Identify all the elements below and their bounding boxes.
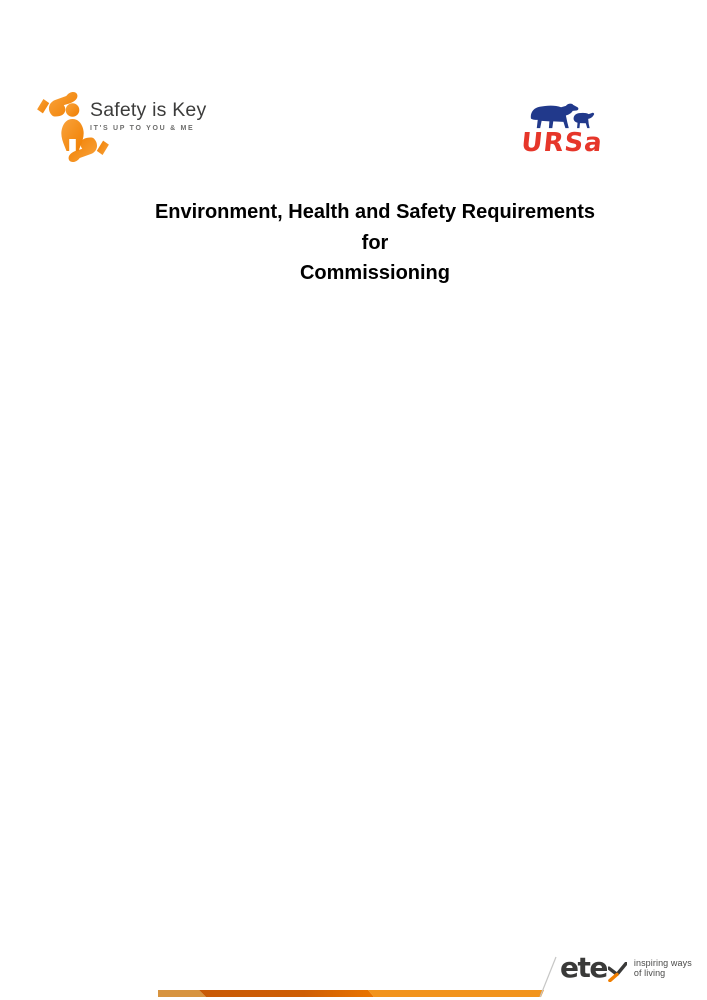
etex-tagline (634, 958, 692, 978)
document-title (44, 197, 706, 289)
etex-wordmark (560, 951, 627, 984)
document-title-line1: Environment, Health and Safety Requirements (154, 201, 596, 223)
safety-logo-text (90, 99, 206, 132)
safety-logo-tagline: IT'S UP TO YOU & ME (90, 125, 195, 132)
document-title-line3: Commissioning (299, 262, 450, 284)
ursa-wordmark: URSa (519, 128, 605, 158)
etex-x-icon (608, 962, 627, 982)
accent-bar-segment-1 (158, 990, 206, 997)
footer-diagonal-divider (540, 957, 556, 997)
two-polar-bears-icon (529, 102, 595, 131)
accent-bar-segment-3 (368, 990, 544, 997)
etex-wordmark-text: ete (560, 951, 607, 984)
etex-tagline-line2: of living (633, 968, 666, 978)
safety-logo-title: Safety is Key (90, 99, 207, 121)
document-title-line2: for (361, 231, 389, 254)
etex-logo (560, 951, 692, 984)
accent-bar-segment-2 (199, 990, 374, 997)
safety-is-key-logo (36, 88, 207, 162)
ursa-logo (506, 102, 618, 156)
etex-tagline-line1: inspiring ways (633, 958, 692, 968)
